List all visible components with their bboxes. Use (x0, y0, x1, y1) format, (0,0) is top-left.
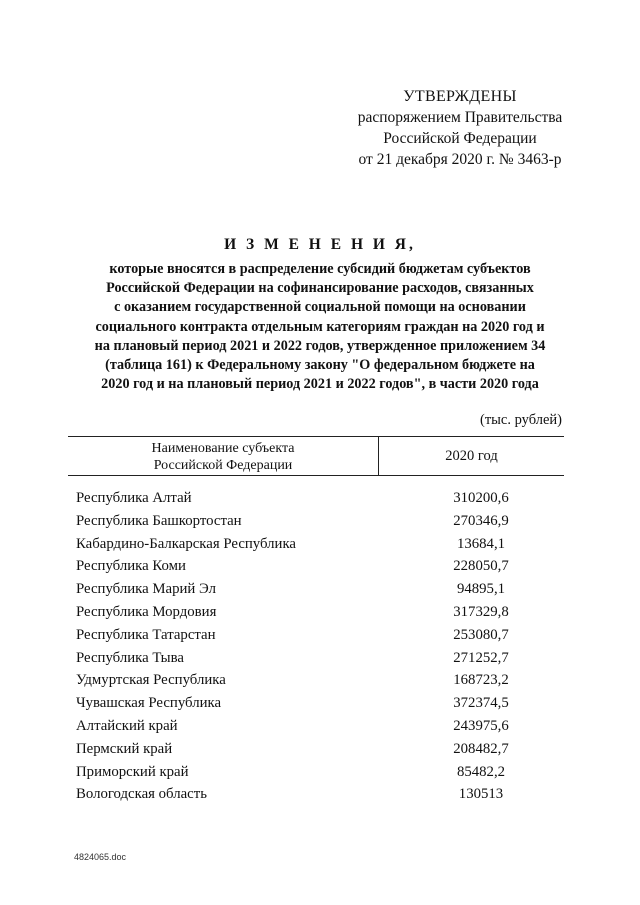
subtitle-line: с оказанием государственной социальной помощи на основании (114, 299, 526, 316)
region-value: 228050,7 (453, 558, 509, 575)
approval-line-2: Российской Федерации (383, 130, 537, 147)
subtitle-line: социального контракта отдельным категориям граждан на 2020 год и (95, 318, 545, 335)
region-value: 85482,2 (456, 763, 506, 780)
region-value: 130513 (458, 786, 504, 803)
region-value: 310200,6 (453, 490, 509, 506)
region-value: 208482,7 (453, 740, 509, 757)
region-name: Алтайский край (76, 717, 178, 734)
table-row (76, 761, 556, 784)
table-row (76, 624, 556, 647)
approval-line-3: от 21 декабря 2020 г. № 3463-р (358, 151, 562, 168)
approval-title: УТВЕРЖДЕНЫ (403, 88, 517, 105)
units-label: (тыс. рублей) (480, 412, 562, 428)
region-value: 13684,1 (456, 535, 506, 552)
header-region-line-1: Наименование субъекта (151, 441, 295, 456)
region-name: Удмуртская Республика (76, 672, 226, 689)
region-value: 243975,6 (453, 717, 509, 734)
table-row (76, 783, 556, 806)
region-value: 253080,7 (453, 626, 509, 643)
table-row (76, 510, 556, 533)
subtitle-line: которые вносятся в распределение субсидий бюджетам субъектов (109, 261, 531, 277)
region-name: Пермский край (76, 740, 173, 757)
region-name: Кабардино-Балкарская Республика (76, 535, 297, 552)
file-code: 4824065.doc (74, 852, 127, 862)
document-subtitle (60, 260, 580, 394)
table-row (76, 669, 556, 692)
region-name: Вологодская область (76, 786, 207, 803)
region-name: Республика Коми (76, 558, 186, 575)
table-row (76, 487, 556, 510)
document-heading (60, 234, 580, 394)
table-row (76, 738, 556, 761)
table-row (76, 578, 556, 601)
region-name: Республика Башкортостан (76, 512, 242, 529)
region-name: Республика Алтай (76, 490, 192, 506)
subtitle-line: Российской Федерации на софинансирование расходов, связанных (106, 280, 534, 297)
region-name: Республика Мордовия (76, 603, 217, 620)
subtitle-line: на плановый период 2021 и 2022 годов, утвержденное приложением 34 (94, 337, 546, 354)
header-region-line-2: Российской Федерации (153, 458, 293, 473)
region-value: 270346,9 (453, 512, 509, 529)
region-name: Республика Тыва (76, 649, 184, 666)
table-row (76, 601, 556, 624)
approval-stamp (330, 86, 590, 170)
region-name: Чувашская Республика (76, 695, 222, 712)
region-value: 317329,8 (453, 603, 509, 620)
table-header (68, 436, 564, 476)
header-region-name (68, 437, 378, 475)
document-title: И З М Е Н Е Н И Я, (224, 236, 416, 253)
region-value: 168723,2 (453, 672, 509, 689)
region-name: Республика Марий Эл (76, 581, 216, 598)
region-value: 372374,5 (453, 695, 509, 712)
table-body (76, 487, 556, 806)
subtitle-line: (таблица 161) к Федеральному закону "О федеральном бюджете на (105, 357, 535, 374)
region-name: Приморский край (76, 763, 189, 780)
subtitle-line: 2020 год и на плановый период 2021 и 2022 годов", в части 2020 года (101, 376, 539, 393)
table-row (76, 647, 556, 670)
region-value: 271252,7 (453, 649, 509, 666)
table-row (76, 555, 556, 578)
table-row (76, 533, 556, 556)
table-row (76, 715, 556, 738)
header-year: 2020 год (445, 447, 498, 464)
table-row (76, 692, 556, 715)
region-name: Республика Татарстан (76, 626, 216, 643)
region-value: 94895,1 (456, 581, 506, 598)
approval-line-1: распоряжением Правительства (357, 109, 563, 126)
